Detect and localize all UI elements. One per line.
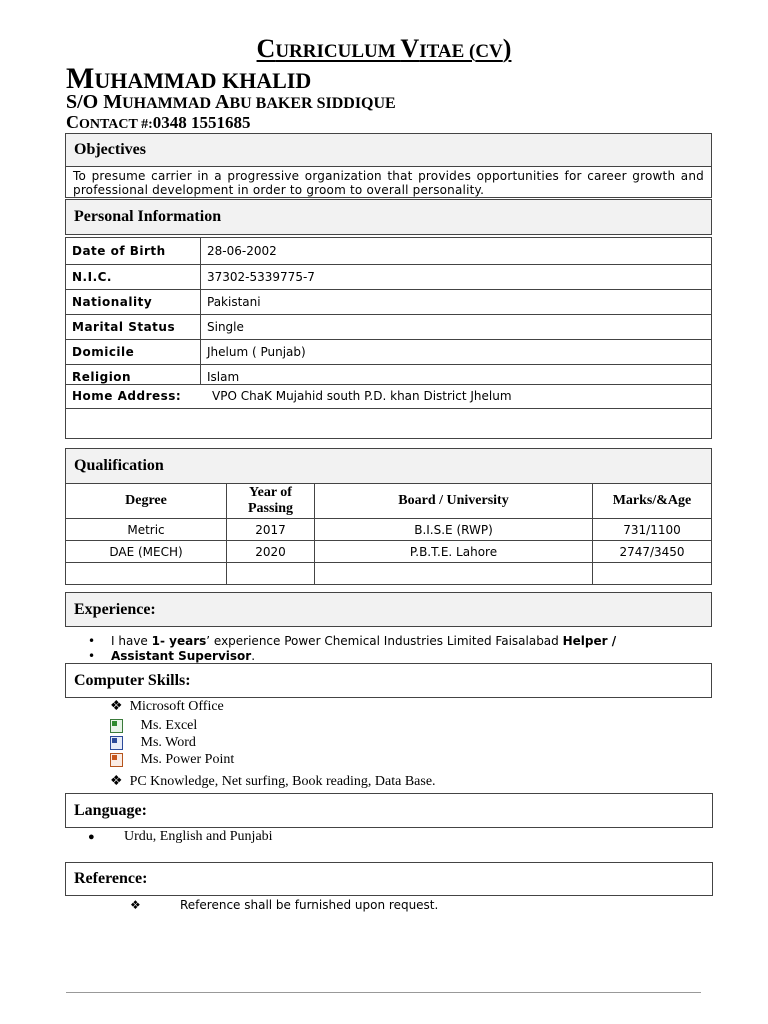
qualification-cell: P.B.T.E. Lahore: [315, 541, 593, 563]
footer-divider: [66, 992, 701, 993]
candidate-name: MUHAMMAD KHALID: [66, 62, 312, 95]
qualification-cell: [315, 563, 593, 585]
col-marks: Marks/&Age: [593, 484, 712, 519]
diamond-bullet-icon: ❖: [110, 699, 123, 714]
skill-word: Ms. Word: [110, 735, 196, 751]
qualification-cell: 2747/3450: [593, 541, 712, 563]
home-address-row: [65, 384, 712, 409]
personal-info-row: [66, 265, 712, 290]
personal-info-table: [65, 237, 712, 390]
qualification-heading: Qualification: [65, 448, 712, 484]
objectives-text: To presume carrier in a progressive organization that provides opportunities for career growth and professional development in order to groom to overall personality.: [73, 169, 704, 197]
personal-info-label: Religion: [66, 365, 201, 390]
col-year: Year of Passing: [227, 484, 315, 519]
skill-powerpoint: Ms. Power Point: [110, 752, 234, 768]
qualification-row: [66, 541, 712, 563]
qualification-cell: 2020: [227, 541, 315, 563]
computer-skills-heading: Computer Skills:: [65, 663, 712, 698]
diamond-bullet-icon: ❖: [110, 774, 123, 789]
personal-info-label: Marital Status: [66, 315, 201, 340]
qualification-row: [66, 563, 712, 585]
col-degree: Degree: [66, 484, 227, 519]
skill-other: ❖ PC Knowledge, Net surfing, Book reading, Data Base.: [110, 774, 436, 789]
personal-info-row: [66, 340, 712, 365]
personal-info-row: [66, 290, 712, 315]
personal-info-value: Single: [201, 315, 712, 340]
personal-info-label: Date of Birth: [66, 238, 201, 265]
personal-info-value: Jhelum ( Punjab): [201, 340, 712, 365]
personal-info-value: 37302-5339775-7: [201, 265, 712, 290]
language-item: ● Urdu, English and Punjabi: [88, 829, 273, 844]
skill-excel: Ms. Excel: [110, 718, 197, 734]
personal-info-label: N.I.C.: [66, 265, 201, 290]
father-name: S/O MUHAMMAD ABU BAKER SIDDIQUE: [66, 91, 396, 113]
home-address-value: VPO ChaK Mujahid south P.D. khan District Jhelum: [212, 389, 512, 403]
reference-heading: Reference:: [65, 862, 713, 896]
qualification-cell: [227, 563, 315, 585]
qualification-table: [65, 483, 712, 585]
experience-heading: Experience:: [65, 592, 712, 627]
qualification-cell: 731/1100: [593, 519, 712, 541]
qualification-cell: [593, 563, 712, 585]
excel-icon: [110, 719, 123, 733]
personal-info-label: Nationality: [66, 290, 201, 315]
personal-info-value: Pakistani: [201, 290, 712, 315]
home-address-label: Home Address:: [72, 389, 182, 403]
personal-info-row: [66, 315, 712, 340]
contact-number: CONTACT #:0348 1551685: [66, 112, 251, 132]
cv-title: CURRICULUM VITAE (CV): [256, 34, 512, 63]
language-heading: Language:: [65, 793, 713, 828]
objectives-box: [65, 166, 712, 198]
qualification-cell: [66, 563, 227, 585]
qualification-cell: B.I.S.E (RWP): [315, 519, 593, 541]
skill-microsoft-office: ❖ Microsoft Office: [110, 699, 224, 714]
personal-info-value: Islam: [201, 365, 712, 390]
diamond-bullet-icon: ❖: [130, 898, 141, 912]
personal-info-value: 28-06-2002: [201, 238, 712, 265]
personal-info-row: [66, 238, 712, 265]
circle-bullet-icon: ●: [88, 831, 95, 843]
objectives-heading: Objectives: [65, 133, 712, 167]
col-board: Board / University: [315, 484, 593, 519]
qualification-row: [66, 519, 712, 541]
qualification-cell: Metric: [66, 519, 227, 541]
personal-info-heading: Personal Information: [65, 199, 712, 235]
personal-info-label: Domicile: [66, 340, 201, 365]
powerpoint-icon: [110, 753, 123, 767]
personal-info-blank-row: [65, 408, 712, 439]
qualification-cell: DAE (MECH): [66, 541, 227, 563]
word-icon: [110, 736, 123, 750]
qualification-cell: 2017: [227, 519, 315, 541]
